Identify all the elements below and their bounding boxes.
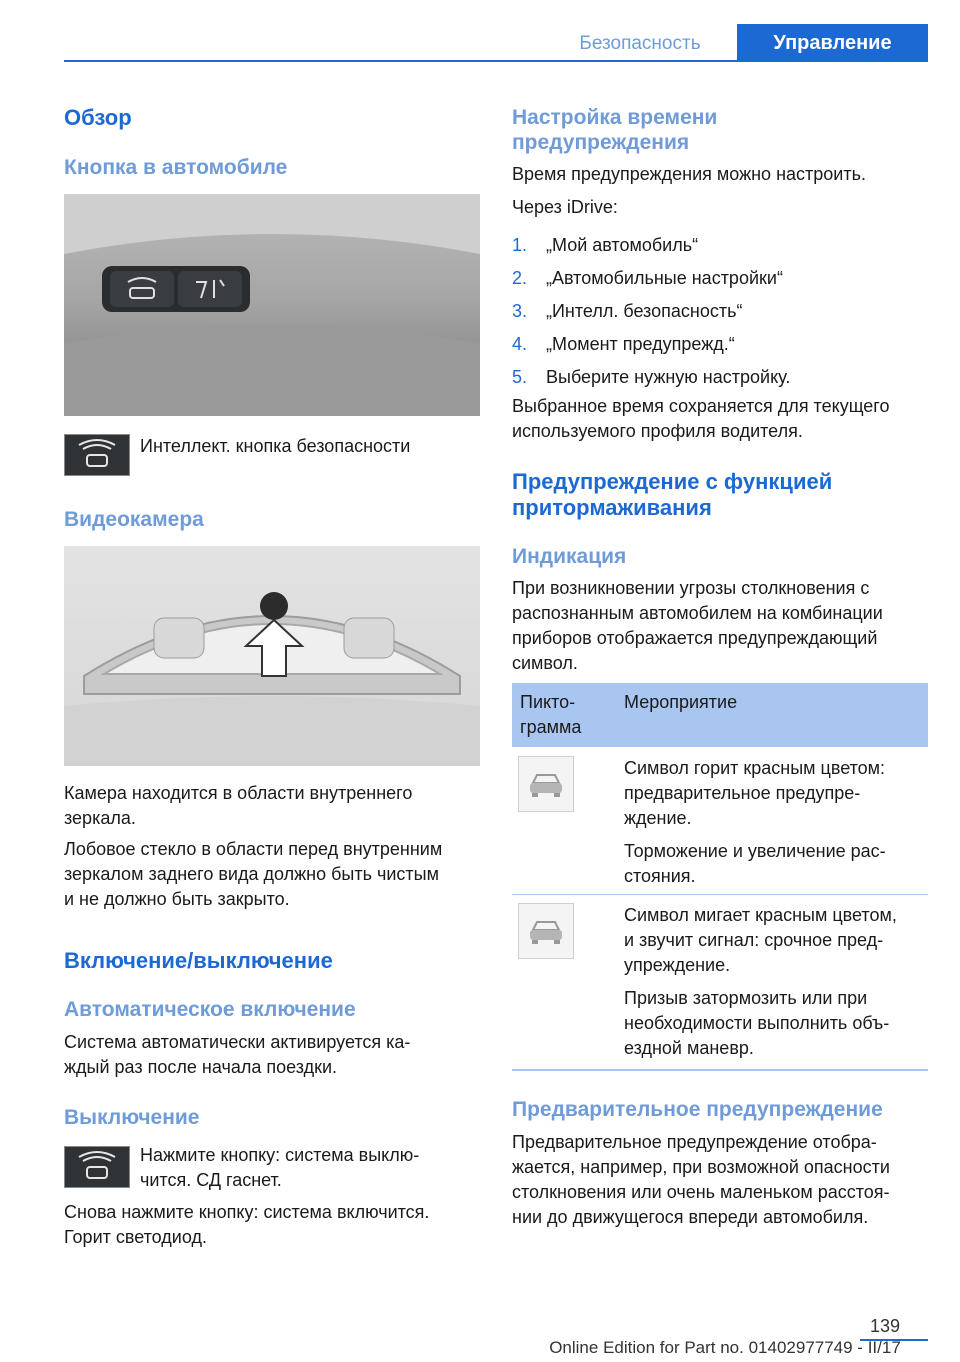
safety-button-icon xyxy=(64,434,130,476)
list-item: 5. Выберите нужную настройку. xyxy=(512,367,791,387)
header-tab-control[interactable]: Управление xyxy=(737,24,928,62)
auto-on-paragraph: Система автоматически активируется ка‐ ждый раз после начала поездки. xyxy=(64,1032,411,1077)
heading-pre-warning: Предварительное предупреждение xyxy=(512,1098,883,1121)
button-caption: Интеллект. кнопка безопасности xyxy=(140,436,411,456)
header-tab-safety[interactable]: Безопасность xyxy=(579,33,701,54)
time-paragraph-3: Выбранное время сохраняется для текущего используемого профиля водителя. xyxy=(512,396,890,441)
heading-off: Выключение xyxy=(64,1106,200,1129)
on-again-paragraph: Снова нажмите кнопку: система включится. Горит светодиод. xyxy=(64,1202,430,1247)
footer-edition: Online Edition for Part no. 01402977749 - II/17 xyxy=(549,1338,901,1357)
table-row-2-text-a: Символ мигает красным цветом, и звучит сигнал: срочное пред‐ упреждение. xyxy=(624,905,897,975)
car-warning-icon xyxy=(518,756,574,812)
table-col-action: Мероприятие xyxy=(624,692,738,712)
heading-button-in-car: Кнопка в автомобиле xyxy=(64,156,288,179)
camera-paragraph-1: Камера находится в области внутреннего зеркала. xyxy=(64,783,413,828)
time-paragraph-2: Через iDrive: xyxy=(512,197,618,217)
idrive-steps-list xyxy=(512,233,928,398)
off-paragraph: Нажмите кнопку: система выклю‐ чится. СД гаснет. xyxy=(140,1145,420,1190)
indication-paragraph: При возникновении угрозы столкновения с распознанным автомобилем на комбинации приборов отображается предупреждающий символ. xyxy=(512,578,883,673)
heading-camera: Видеокамера xyxy=(64,508,204,531)
list-item: 2. „Автомобильные настройки“ xyxy=(512,268,783,288)
safety-button-icon-2 xyxy=(64,1146,130,1188)
list-item: 1. „Мой автомобиль“ xyxy=(512,235,699,255)
page-number: 139 xyxy=(869,1316,900,1336)
table-bottom-divider xyxy=(512,1069,928,1071)
table-col-pictogram: Пикто‐ грамма xyxy=(520,692,582,737)
header-divider xyxy=(64,60,928,62)
list-item: 3. „Интелл. безопасность“ xyxy=(512,301,743,321)
heading-on-off: Включение/выключение xyxy=(64,948,333,973)
camera-paragraph-2: Лобовое стекло в области перед внутренним зеркалом заднего вида должно быть чистым и не должно быть закрыто. xyxy=(64,839,443,909)
table-row-divider xyxy=(512,894,928,895)
button-photo xyxy=(64,194,480,416)
heading-auto-on: Автоматическое включение xyxy=(64,998,356,1021)
table-row-1-text-b: Торможение и увеличение рас‐ стояния. xyxy=(624,841,886,886)
table-row-2-text-b: Призыв затормозить или при необходимости выполнить объ‐ ездной маневр. xyxy=(624,988,890,1058)
heading-warning-braking: Предупреждение с функцией притормаживания xyxy=(512,469,833,520)
list-item: 4. „Момент предупрежд.“ xyxy=(512,334,735,354)
heading-indication: Индикация xyxy=(512,545,627,568)
camera-photo xyxy=(64,546,480,766)
time-paragraph-1: Время предупреждения можно настроить. xyxy=(512,164,866,184)
table-row-1-text-a: Символ горит красным цветом: предварительное предупре‐ ждение. xyxy=(624,758,886,828)
pre-warning-paragraph: Предварительное предупреждение отобра‐ жается, например, при возможной опасности столкновения или очень маленьком расстоя‐ нии до движущегося впереди автомобиля. xyxy=(512,1132,890,1227)
heading-overview: Обзор xyxy=(64,105,132,130)
heading-warning-time: Настройка времени предупреждения xyxy=(512,106,718,154)
car-warning-flashing-icon xyxy=(518,903,574,959)
